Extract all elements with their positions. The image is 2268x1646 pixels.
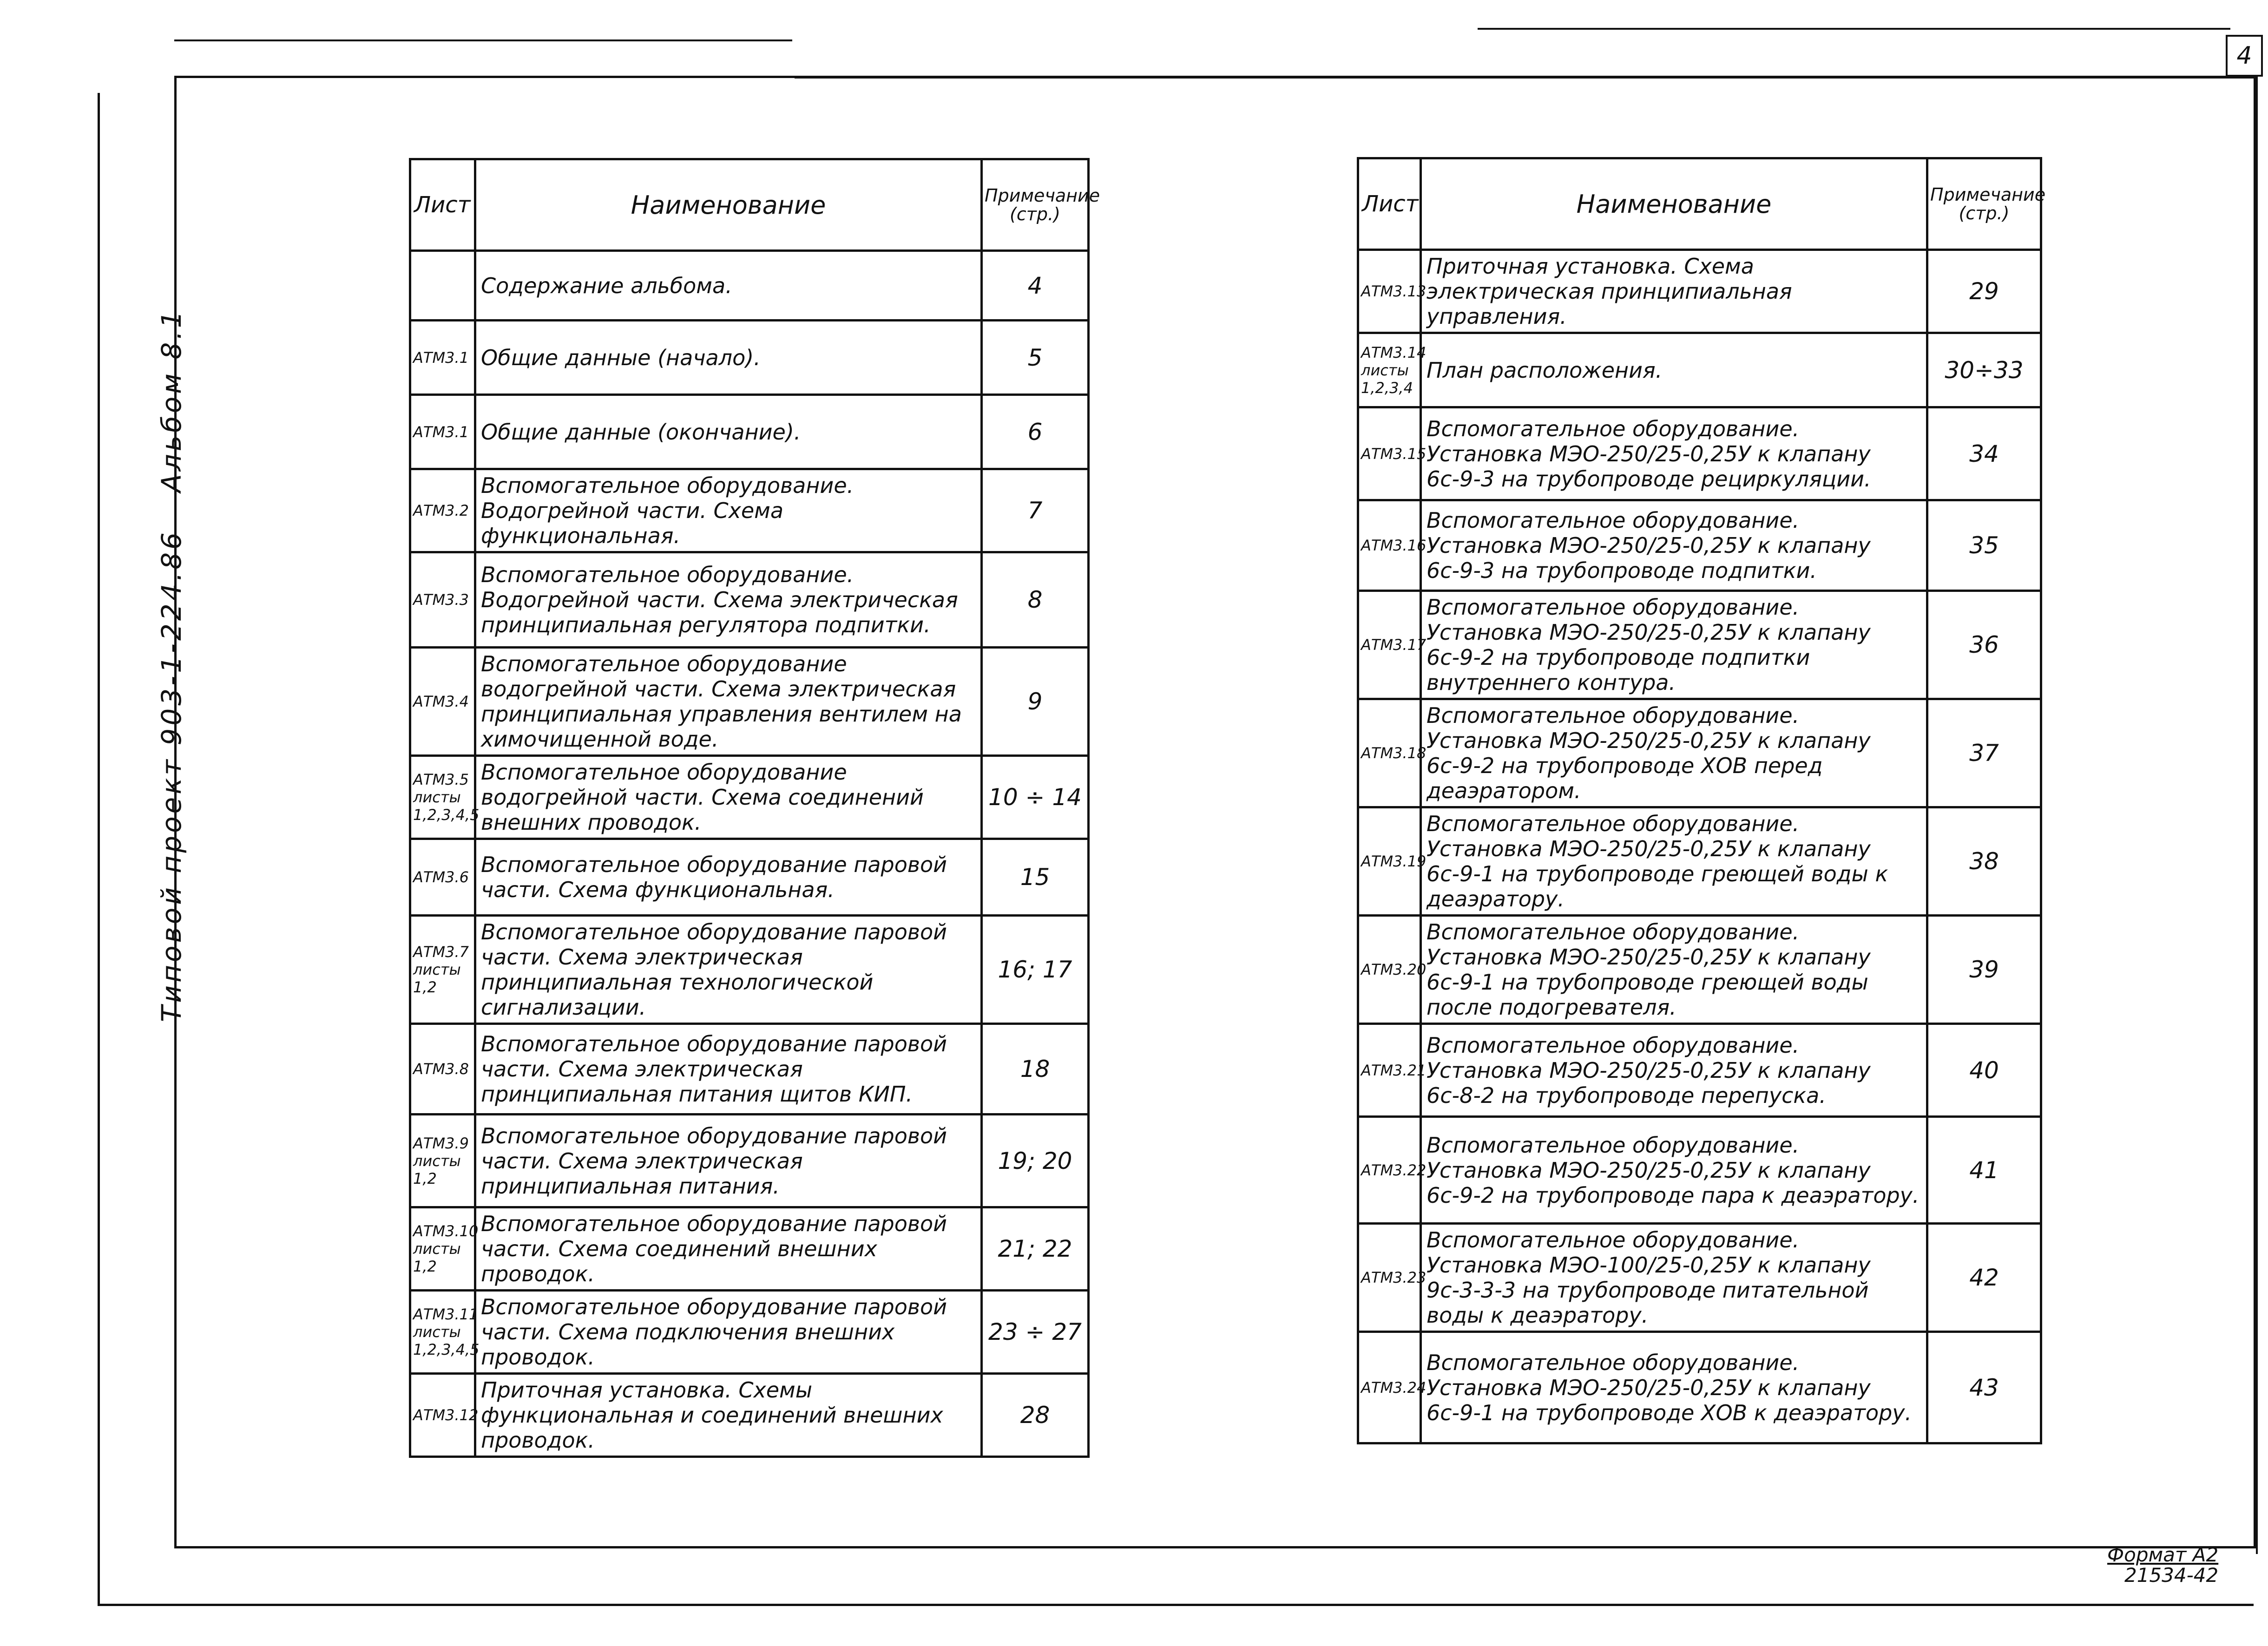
table-row: [1358, 500, 2041, 591]
table-row: [1358, 1332, 2041, 1443]
outer-frame-line: [98, 1604, 2254, 1606]
name-cell: Вспомогательное оборудование. Установка МЭО-250/25-0,25У к клапану 6с-9-1 на трубопроводе греющей воды после подогревателя.: [1421, 916, 1927, 1024]
sheet-cell: АТМ3.18: [1358, 699, 1421, 807]
sheet-cell: АТМ3.9 листы 1,2: [410, 1115, 475, 1207]
note-cell: 4: [982, 251, 1089, 321]
format-label: Формат А2: [2107, 1543, 2219, 1566]
sheet-cell: АТМ3.22: [1358, 1117, 1421, 1224]
frame-right-line: [2256, 77, 2258, 1554]
name-cell: Содержание альбома.: [475, 251, 982, 321]
sheet-cell: АТМ3.15: [1358, 407, 1421, 500]
table-row: [410, 1374, 1089, 1457]
footer-format: [2107, 1545, 2218, 1586]
outer-frame-line: [98, 93, 100, 1605]
contents-table-right: [1357, 157, 2046, 1444]
name-cell: План расположения.: [1421, 333, 1927, 407]
side-title-project: Типовой проект 903-1-224.86: [156, 530, 187, 1022]
note-cell: 10 ÷ 14: [982, 756, 1089, 839]
note-cell: 34: [1927, 407, 2041, 500]
name-cell: Вспомогательное оборудование паровой части. Схема электрическая принципиальная технологической сигнализации.: [475, 916, 982, 1024]
sheet-cell: АТМ3.10 листы 1,2: [410, 1207, 475, 1291]
table-row: [410, 469, 1089, 552]
sheet-cell: АТМ3.16: [1358, 500, 1421, 591]
note-cell: 41: [1927, 1117, 2041, 1224]
sheet-cell: АТМ3.1: [410, 321, 475, 395]
name-cell: Вспомогательное оборудование. Установка МЭО-250/25-0,25У к клапану 6с-9-2 на трубопроводе ХОВ перед деаэратором.: [1421, 699, 1927, 807]
name-cell: Вспомогательное оборудование. Установка МЭО-250/25-0,25У к клапану 6с-8-2 на трубопроводе перепуска.: [1421, 1024, 1927, 1117]
note-cell: 15: [982, 839, 1089, 916]
header-sheet: Лист: [410, 159, 475, 251]
header-name: Наименование: [475, 159, 982, 251]
note-cell: 36: [1927, 591, 2041, 699]
name-cell: Вспомогательное оборудование водогрейной части. Схема соединений внешних проводок.: [475, 756, 982, 839]
note-cell: 5: [982, 321, 1089, 395]
sheet-cell: [410, 251, 475, 321]
note-cell: 29: [1927, 250, 2041, 333]
note-cell: 16; 17: [982, 916, 1089, 1024]
sheet-cell: АТМ3.17: [1358, 591, 1421, 699]
note-cell: 19; 20: [982, 1115, 1089, 1207]
name-cell: Вспомогательное оборудование. Установка МЭО-250/25-0,25У к клапану 6с-9-3 на трубопроводе рециркуляции.: [1421, 407, 1927, 500]
sheet-cell: АТМ3.6: [410, 839, 475, 916]
note-cell: 28: [982, 1374, 1089, 1457]
table-row: [1358, 699, 2041, 807]
table-row: [1358, 250, 2041, 333]
name-cell: Вспомогательное оборудование паровой части. Схема электрическая принципиальная питания щитов КИП.: [475, 1024, 982, 1115]
sheet-cell: АТМ3.4: [410, 648, 475, 756]
frame-top-line: [1478, 28, 2230, 30]
sheet-cell: АТМ3.7 листы 1,2: [410, 916, 475, 1024]
sheet-cell: АТМ3.21: [1358, 1024, 1421, 1117]
table-row: [410, 1024, 1089, 1115]
name-cell: Вспомогательное оборудование. Установка МЭО-100/25-0,25У к клапану 9с-3-3-3 на трубопроводе питательной воды к деаэратору.: [1421, 1224, 1927, 1332]
note-cell: 9: [982, 648, 1089, 756]
header-name: Наименование: [1421, 158, 1927, 250]
name-cell: Вспомогательное оборудование. Установка МЭО-250/25-0,25У к клапану 6с-9-1 на трубопроводе ХОВ к деаэратору.: [1421, 1332, 1927, 1443]
sheet-cell: АТМ3.1: [410, 395, 475, 469]
table-row: [1358, 1024, 2041, 1117]
header-note: Примечание (стр.): [982, 159, 1089, 251]
header-sheet: Лист: [1358, 158, 1421, 250]
name-cell: Вспомогательное оборудование паровой части. Схема подключения внешних проводок.: [475, 1291, 982, 1374]
note-cell: 23 ÷ 27: [982, 1291, 1089, 1374]
sheet-cell: АТМ3.3: [410, 552, 475, 648]
contents-table-left: [409, 158, 1100, 1458]
table-row: [1358, 407, 2041, 500]
table-row: [410, 552, 1089, 648]
sheet-cell: АТМ3.19: [1358, 807, 1421, 916]
table-row: [1358, 916, 2041, 1024]
name-cell: Вспомогательное оборудование водогрейной части. Схема электрическая принципиальная управления вентилем на химочищенной воде.: [475, 648, 982, 756]
sheet-cell: АТМ3.11 листы 1,2,3,4,5: [410, 1291, 475, 1374]
note-cell: 39: [1927, 916, 2041, 1024]
note-cell: 7: [982, 469, 1089, 552]
name-cell: Приточная установка. Схемы функциональная и соединений внешних проводок.: [475, 1374, 982, 1457]
table-row: [1358, 1224, 2041, 1332]
table-row: [410, 1115, 1089, 1207]
table-row: [410, 756, 1089, 839]
table-row: [410, 916, 1089, 1024]
table-row: [1358, 1117, 2041, 1224]
name-cell: Вспомогательное оборудование. Установка МЭО-250/25-0,25У к клапану 6с-9-2 на трубопроводе пара к деаэратору.: [1421, 1117, 1927, 1224]
sheet-cell: АТМ3.24: [1358, 1332, 1421, 1443]
table-row: [410, 321, 1089, 395]
table-row: [1358, 807, 2041, 916]
table-row: [410, 839, 1089, 916]
name-cell: Общие данные (начало).: [475, 321, 982, 395]
note-cell: 18: [982, 1024, 1089, 1115]
name-cell: Вспомогательное оборудование. Водогрейной части. Схема функциональная.: [475, 469, 982, 552]
header-note: Примечание (стр.): [1927, 158, 2041, 250]
note-cell: 37: [1927, 699, 2041, 807]
table-row: [410, 1291, 1089, 1374]
name-cell: Вспомогательное оборудование. Установка МЭО-250/25-0,25У к клапану 6с-9-1 на трубопроводе греющей воды к деаэратору.: [1421, 807, 1927, 916]
sheet-cell: АТМ3.8: [410, 1024, 475, 1115]
name-cell: Вспомогательное оборудование паровой части. Схема электрическая принципиальная питания.: [475, 1115, 982, 1207]
sheet-cell: АТМ3.23: [1358, 1224, 1421, 1332]
table-row: [410, 1207, 1089, 1291]
note-cell: 8: [982, 552, 1089, 648]
name-cell: Вспомогательное оборудование паровой части. Схема соединений внешних проводок.: [475, 1207, 982, 1291]
sheet-cell: АТМ3.20: [1358, 916, 1421, 1024]
table-row: [1358, 591, 2041, 699]
note-cell: 42: [1927, 1224, 2041, 1332]
side-title-album: Альбом 8.1: [156, 308, 187, 492]
drawing-code: 21534-42: [2124, 1564, 2219, 1587]
sheet-cell: АТМ3.5 листы 1,2,3,4,5: [410, 756, 475, 839]
table-row: [410, 251, 1089, 321]
table-row: [1358, 333, 2041, 407]
name-cell: Вспомогательное оборудование паровой части. Схема функциональная.: [475, 839, 982, 916]
name-cell: Вспомогательное оборудование. Установка МЭО-250/25-0,25У к клапану 6с-9-2 на трубопроводе подпитки внутреннего контура.: [1421, 591, 1927, 699]
note-cell: 21; 22: [982, 1207, 1089, 1291]
sheet-cell: АТМ3.12: [410, 1374, 475, 1457]
page-number: 4: [2226, 35, 2263, 77]
table-row: [410, 395, 1089, 469]
note-cell: 35: [1927, 500, 2041, 591]
note-cell: 38: [1927, 807, 2041, 916]
note-cell: 43: [1927, 1332, 2041, 1443]
sheet-cell: АТМ3.2: [410, 469, 475, 552]
note-cell: 6: [982, 395, 1089, 469]
table-header-row: [1358, 158, 2041, 250]
frame-top-line: [174, 39, 792, 41]
note-cell: 30÷33: [1927, 333, 2041, 407]
name-cell: Общие данные (окончание).: [475, 395, 982, 469]
table-row: [410, 648, 1089, 756]
note-cell: 40: [1927, 1024, 2041, 1117]
name-cell: Вспомогательное оборудование. Водогрейной части. Схема электрическая принципиальная регулятора подпитки.: [475, 552, 982, 648]
name-cell: Вспомогательное оборудование. Установка МЭО-250/25-0,25У к клапану 6с-9-3 на трубопроводе подпитки.: [1421, 500, 1927, 591]
name-cell: Приточная установка. Схема электрическая принципиальная управления.: [1421, 250, 1927, 333]
table-header-row: [410, 159, 1089, 251]
sheet-cell: АТМ3.13: [1358, 250, 1421, 333]
sheet-cell: АТМ3.14 листы 1,2,3,4: [1358, 333, 1421, 407]
